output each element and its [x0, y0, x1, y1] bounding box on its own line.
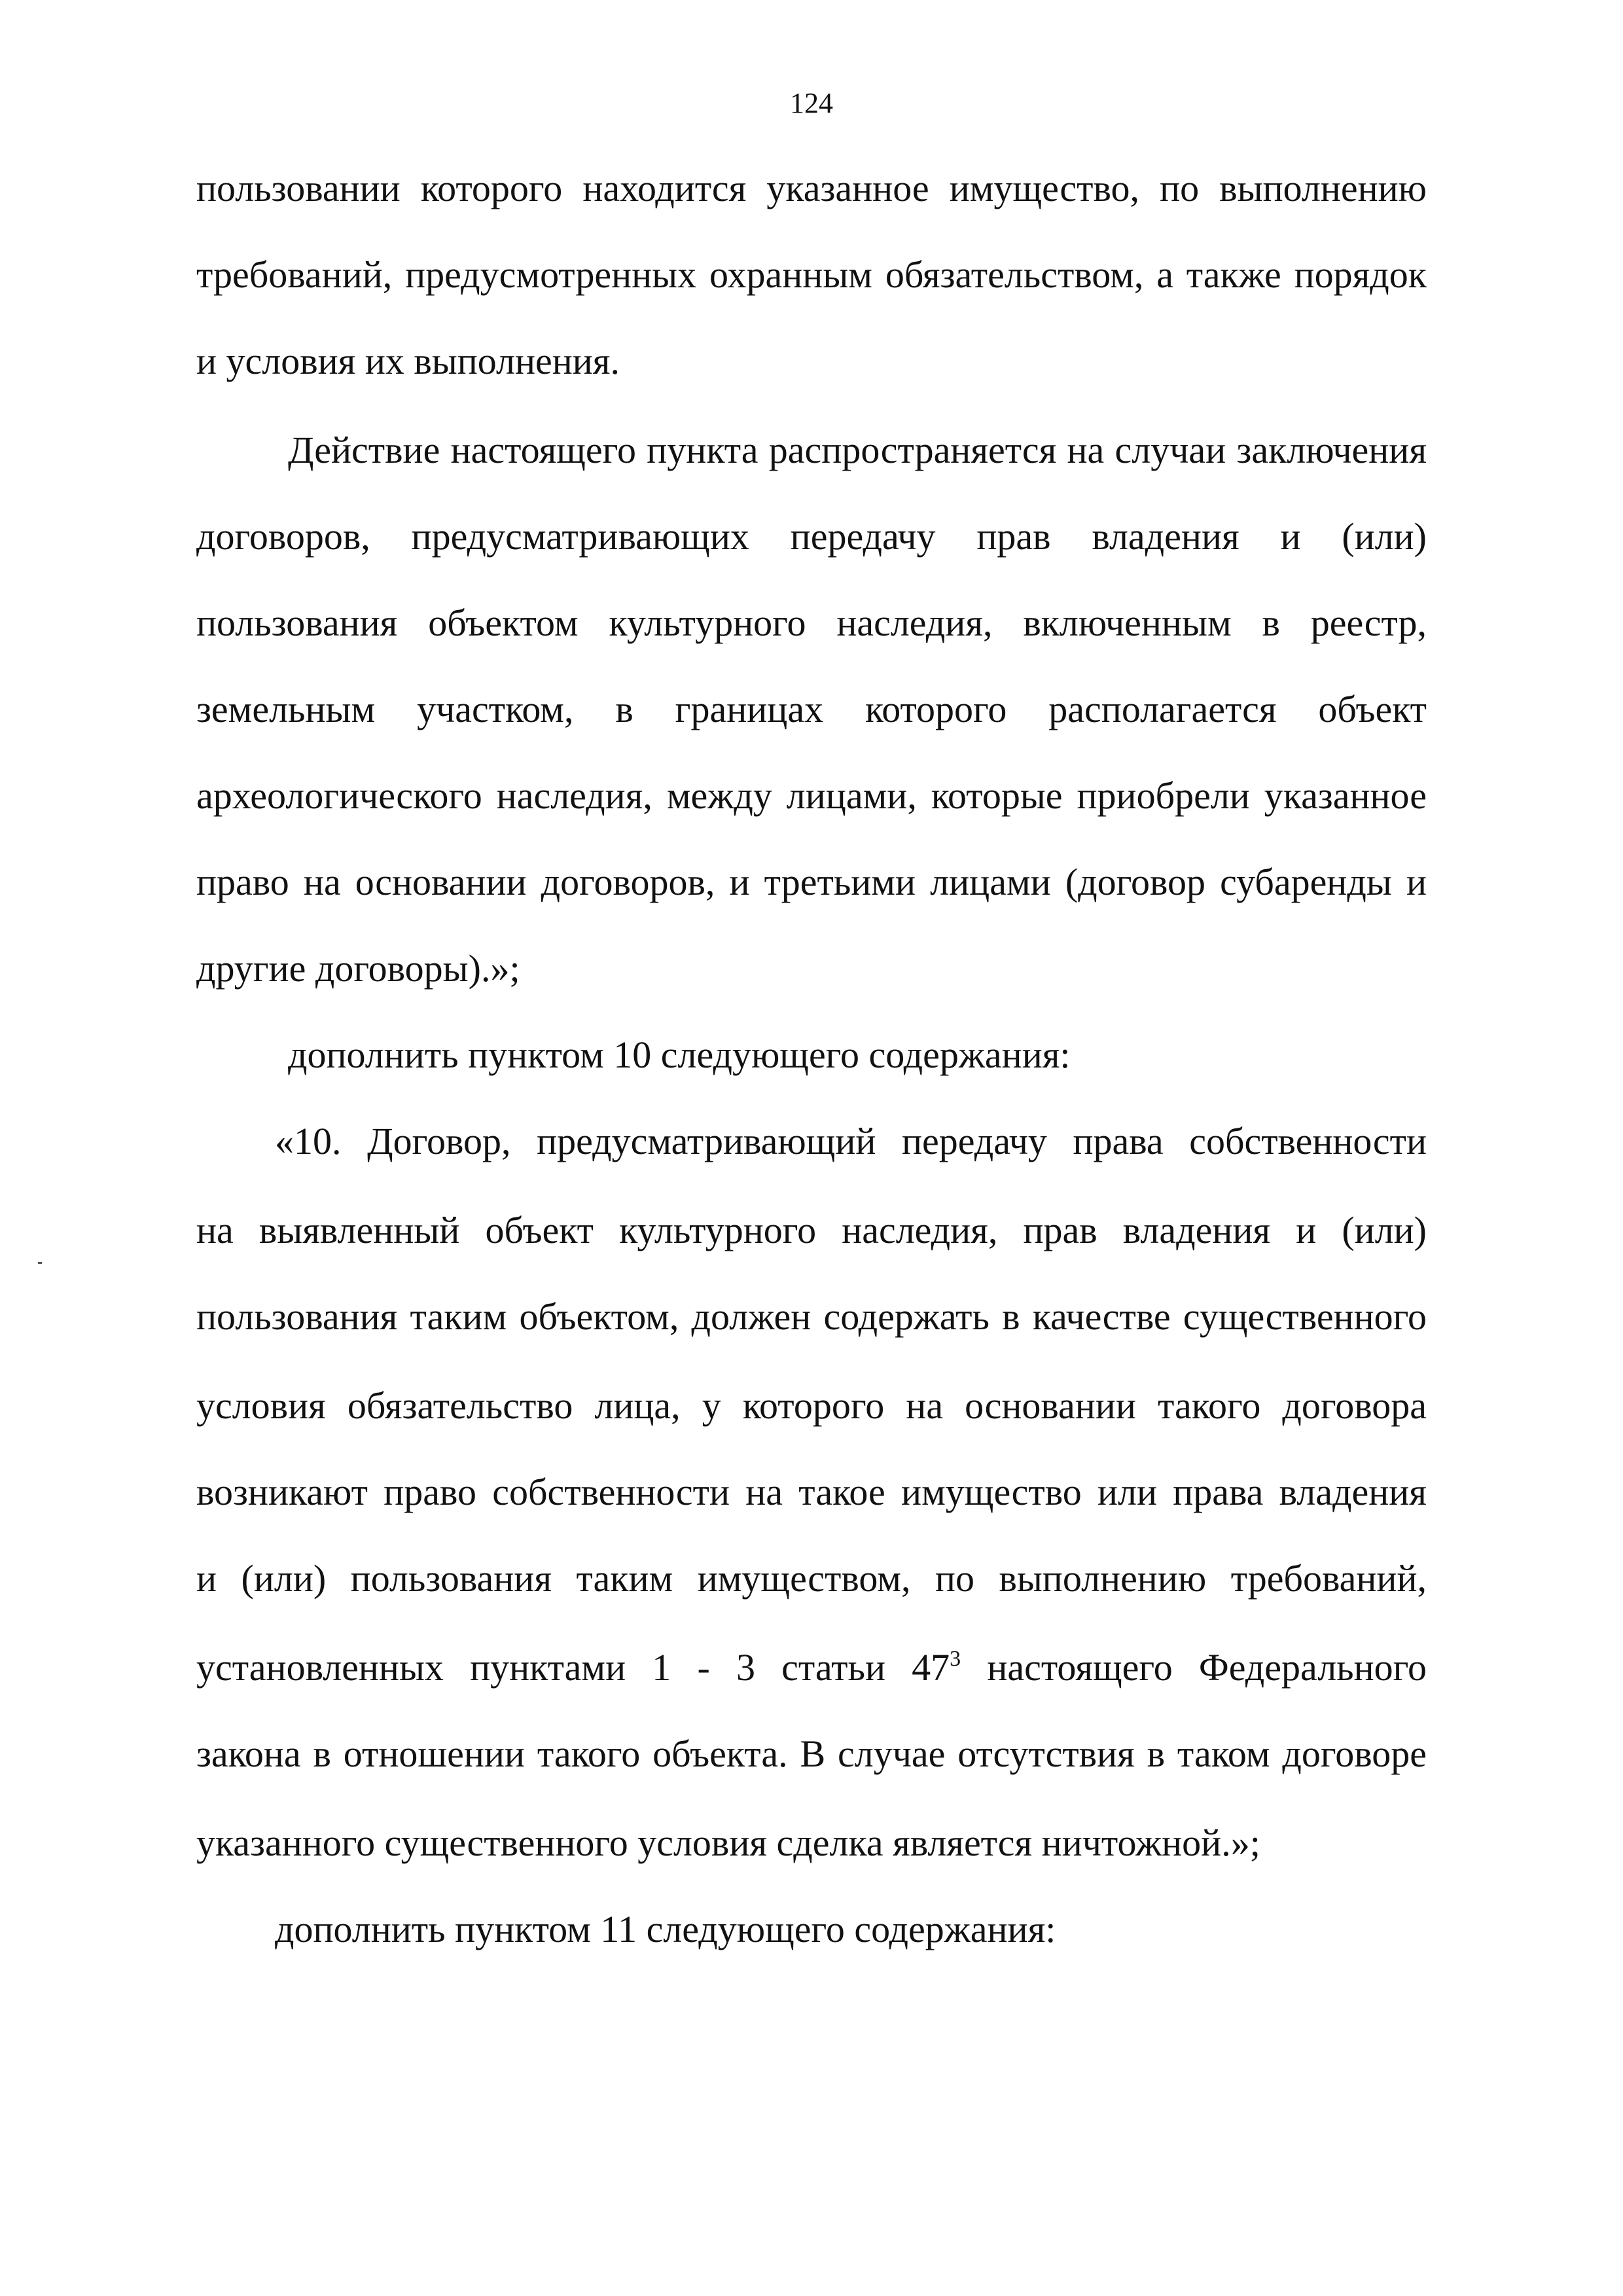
- text-line: Действие настоящего пункта распространяется на случаи заключения: [288, 429, 1427, 471]
- text-line: пользования объектом культурного наследия, включенным в реестр,: [196, 601, 1427, 644]
- text-line: пользовании которого находится указанное имущество, по выполнению: [196, 167, 1427, 209]
- text-line: дополнить пунктом 11 следующего содержания:: [275, 1908, 1056, 1950]
- text-line: дополнить пунктом 10 следующего содержания:: [288, 1033, 1071, 1076]
- text-line: условия обязательство лица, у которого на основании такого договора: [196, 1384, 1427, 1427]
- text-line: на выявленный объект культурного наследия, прав владения и (или): [196, 1209, 1427, 1251]
- text-line: право на основании договоров, и третьими лицами (договор субаренды и: [196, 861, 1427, 903]
- text-line: и (или) пользования таким имуществом, по выполнению требований,: [196, 1557, 1427, 1600]
- text-line: закона в отношении такого объекта. В случае отсутствия в таком договоре: [196, 1732, 1427, 1775]
- text-line: другие договоры).»;: [196, 947, 520, 990]
- text-line-with-superscript: [196, 1641, 1427, 1694]
- text-line: «10. Договор, предусматривающий передачу права собственности: [275, 1120, 1427, 1162]
- text-line: договоров, предусматривающих передачу прав владения и (или): [196, 515, 1427, 558]
- text-line: требований, предусмотренных охранным обязательством, а также порядок: [196, 253, 1427, 296]
- scan-artifact: [38, 1262, 42, 1264]
- text-line: археологического наследия, между лицами, которые приобрели указанное: [196, 774, 1427, 817]
- text-line: пользования таким объектом, должен содержать в качестве существенного: [196, 1295, 1427, 1338]
- text-line: указанного существенного условия сделка является ничтожной.»;: [196, 1821, 1260, 1864]
- text-segment: настоящего Федерального: [961, 1646, 1427, 1689]
- page-number: 124: [790, 87, 833, 119]
- text-line: возникают право собственности на такое имущество или права владения: [196, 1471, 1427, 1513]
- text-line: земельным участком, в границах которого располагается объект: [196, 688, 1427, 730]
- text-line: и условия их выполнения.: [196, 340, 620, 382]
- superscript: 3: [950, 1647, 961, 1671]
- text-segment: установленных пунктами 1 - 3 статьи 47: [196, 1646, 950, 1689]
